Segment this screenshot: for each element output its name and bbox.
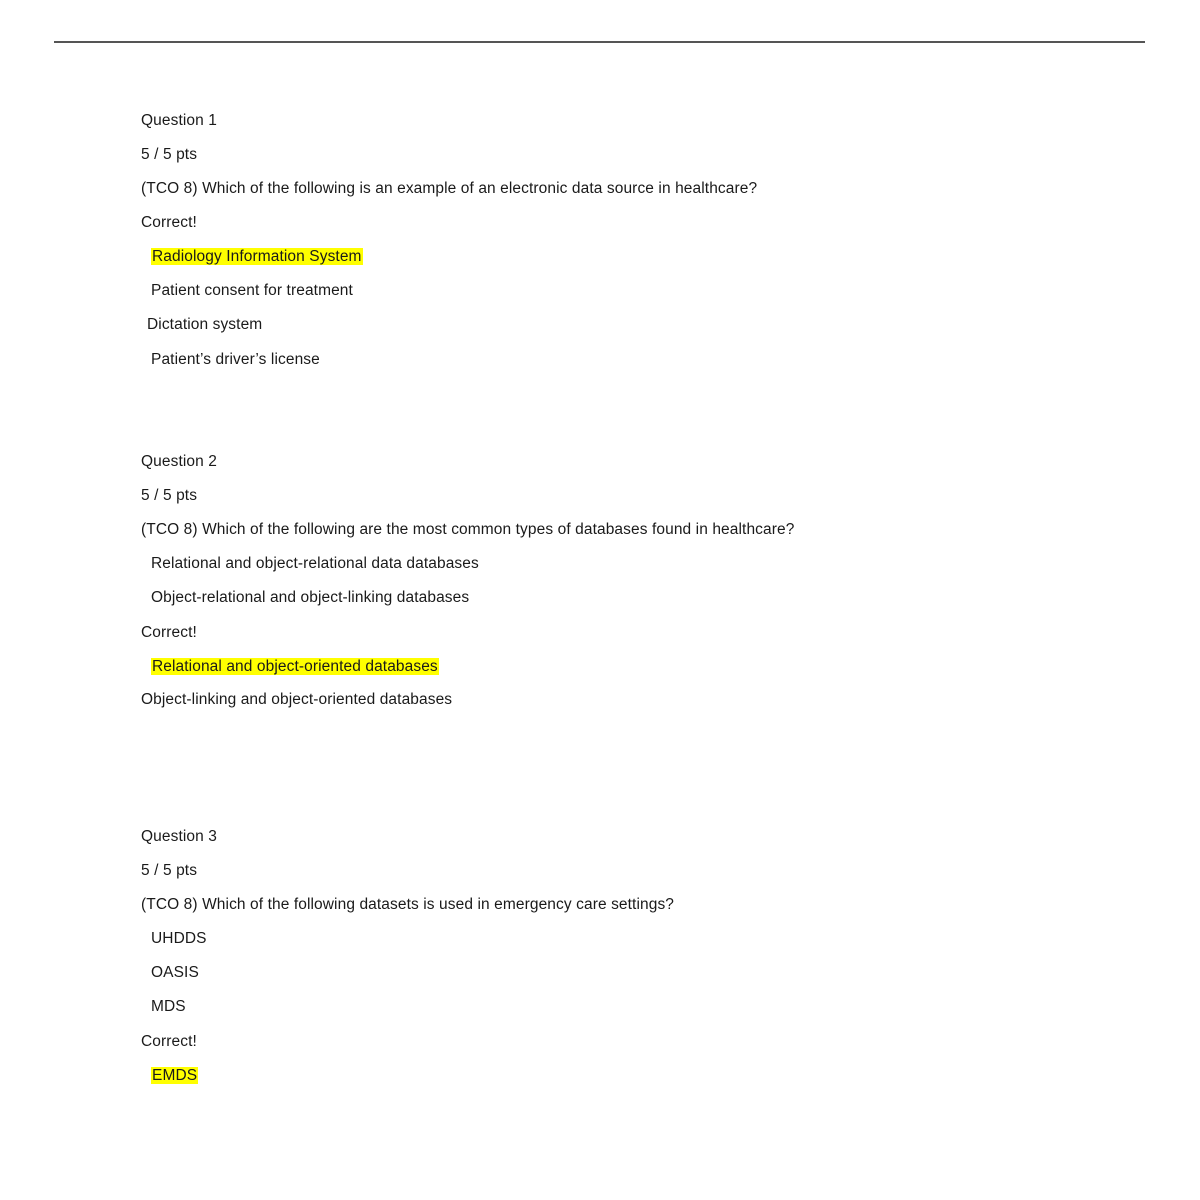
correct-label: Correct! <box>141 1033 197 1050</box>
question-points: 5 / 5 pts <box>141 487 198 504</box>
answer-option: Relational and object-relational data databases <box>151 555 479 572</box>
answer-option: Object-relational and object-linking databases <box>151 589 470 606</box>
answer-option-correct <box>151 657 439 677</box>
question-points: 5 / 5 pts <box>141 862 198 879</box>
answer-option: Patient consent for treatment <box>151 282 353 299</box>
question-title: Question 3 <box>141 828 217 845</box>
correct-label: Correct! <box>141 214 197 231</box>
question-prompt: (TCO 8) Which of the following are the most common types of databases found in healthcare? <box>141 521 795 538</box>
question-title: Question 2 <box>141 453 217 470</box>
question-points: 5 / 5 pts <box>141 146 198 163</box>
answer-highlight: EMDS <box>152 1067 198 1084</box>
answer-option: MDS <box>151 998 186 1015</box>
correct-label: Correct! <box>141 624 197 641</box>
answer-option: UHDDS <box>151 930 207 947</box>
question-title: Question 1 <box>141 112 217 129</box>
question-prompt: (TCO 8) Which of the following is an example of an electronic data source in healthcare? <box>141 180 758 197</box>
answer-option: Patient’s driver’s license <box>151 351 320 368</box>
top-horizontal-rule <box>54 41 1145 43</box>
answer-option: Dictation system <box>147 316 263 333</box>
question-prompt: (TCO 8) Which of the following datasets is used in emergency care settings? <box>141 896 675 913</box>
answer-option: OASIS <box>151 964 199 981</box>
answer-option-correct <box>151 1066 198 1086</box>
answer-highlight: Radiology Information System <box>152 248 362 265</box>
answer-option-correct <box>151 247 363 267</box>
answer-option: Object-linking and object-oriented databases <box>141 691 453 708</box>
answer-highlight: Relational and object-oriented databases <box>152 658 438 675</box>
